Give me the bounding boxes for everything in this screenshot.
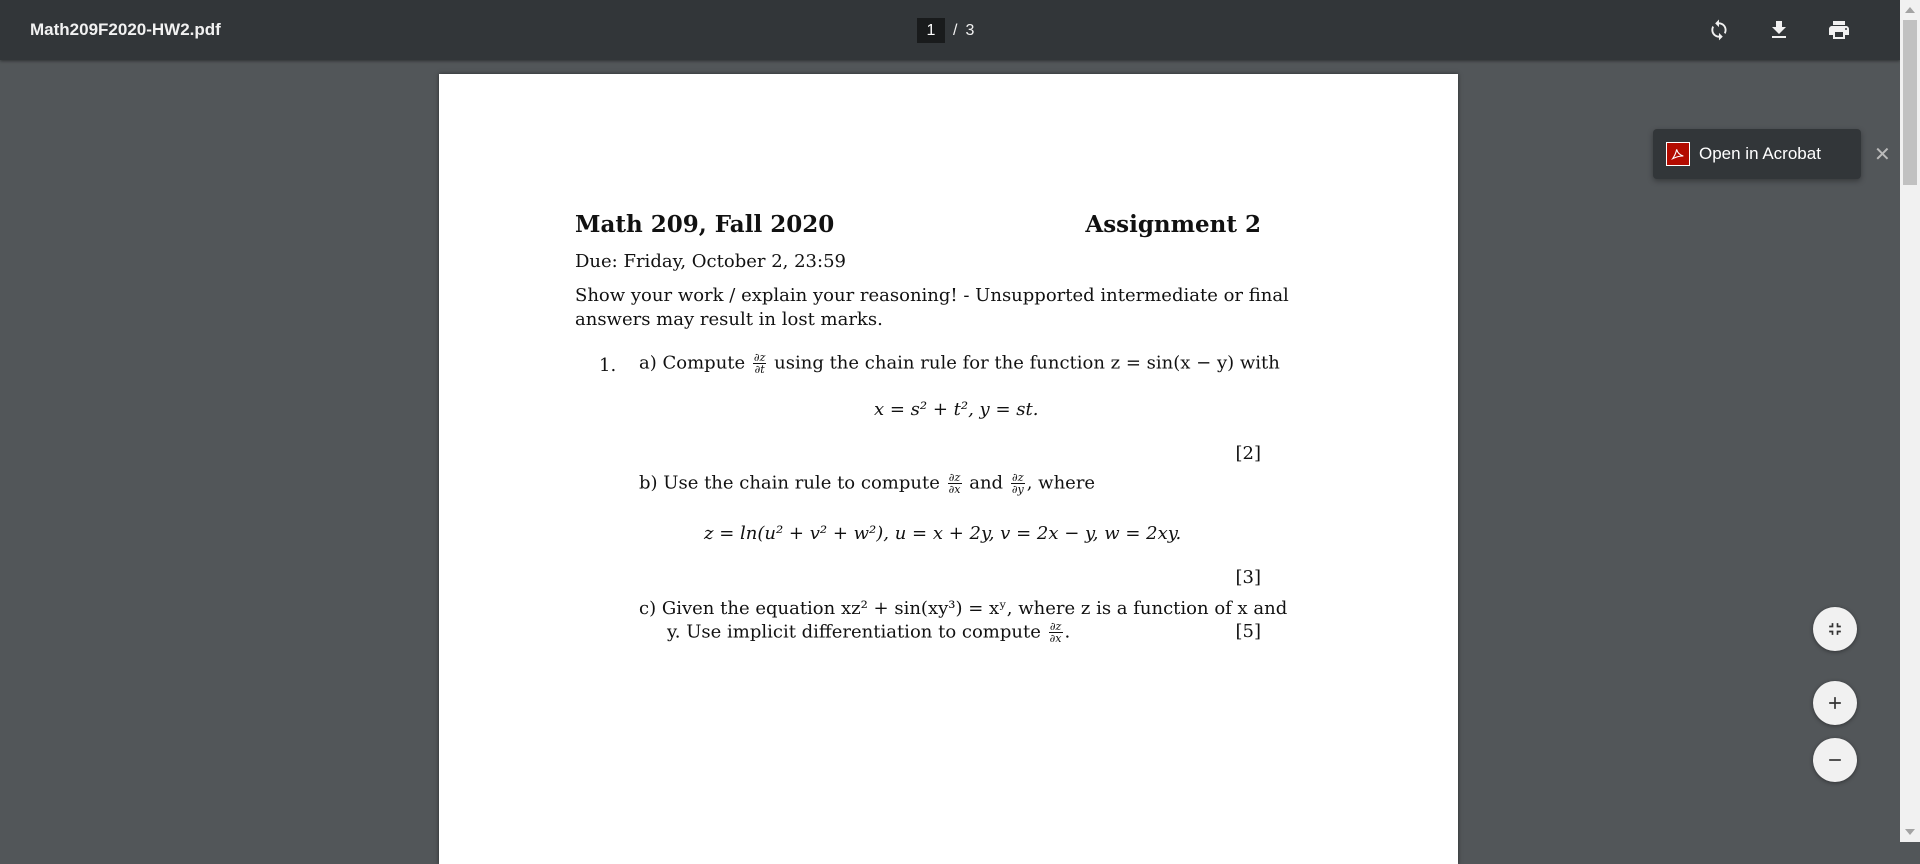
zoom-in-icon <box>1825 693 1845 713</box>
page-total: 3 <box>965 21 975 39</box>
print-button[interactable] <box>1823 14 1855 46</box>
partial-z-x-fraction-c: $\frac{\partial z}{\partial x}$ <box>1049 620 1062 645</box>
open-in-acrobat-banner[interactable] <box>1653 129 1891 179</box>
assignment-title: Assignment 2 <box>1085 211 1261 238</box>
question-1c-line-1-text: Given the equation xz² + sin(xy³) = xʸ, where z is a function of x and <box>661 598 1288 619</box>
question-1b-equation: z = ln(u² + v² + w²), u = x + 2y, v = 2x − y, w = 2xy. <box>704 523 1182 544</box>
partial-z-x-fraction: $\frac{\partial z}{\partial x}$ <box>948 471 961 496</box>
question-1b-marks: [3] <box>1235 567 1261 588</box>
pdf-toolbar <box>0 0 1900 60</box>
pdf-page <box>439 74 1458 864</box>
rotate-icon <box>1707 18 1731 42</box>
zoom-out-button[interactable] <box>1813 738 1857 782</box>
rotate-button[interactable] <box>1703 14 1735 46</box>
vertical-scrollbar[interactable] <box>1900 0 1920 842</box>
scroll-down-arrow-icon[interactable] <box>1905 829 1915 835</box>
print-icon <box>1827 18 1851 42</box>
question-1b-label: b) <box>639 472 658 494</box>
scroll-up-arrow-icon[interactable] <box>1905 7 1915 13</box>
scrollbar-thumb[interactable] <box>1903 20 1917 185</box>
question-1c-line-1 <box>639 598 1287 619</box>
page-selector <box>917 18 974 43</box>
acrobat-logo-icon <box>1670 146 1686 162</box>
document-title: Math209F2020-HW2.pdf <box>30 20 221 39</box>
question-number: 1. <box>599 355 617 376</box>
question-1a-equation: x = s² + t², y = st. <box>874 399 1039 420</box>
question-1c-label: c) <box>639 598 657 619</box>
question-1a-text-before: Compute <box>662 352 746 374</box>
question-1a-text-after: using the chain rule for the function z = sin(x − y) with <box>774 352 1280 374</box>
zoom-in-button[interactable] <box>1813 681 1857 725</box>
question-1a-marks: [2] <box>1235 443 1261 464</box>
question-1c-line-2 <box>667 621 1070 644</box>
question-1b-text-before: Use the chain rule to compute <box>663 472 940 494</box>
course-title: Math 209, Fall 2020 <box>575 211 835 238</box>
question-1c-line-2-text: y. Use implicit differentiation to compute <box>667 621 1041 643</box>
download-icon <box>1767 18 1791 42</box>
open-in-acrobat-label[interactable]: Open in Acrobat <box>1699 144 1821 163</box>
question-1a-text <box>639 351 1280 376</box>
question-1c-marks: [5] <box>1235 621 1261 642</box>
partial-z-t-fraction: $\frac{\partial z}{\partial t}$ <box>753 351 766 376</box>
download-button[interactable] <box>1763 14 1795 46</box>
partial-z-y-fraction: $\frac{\partial z}{\partial y}$ <box>1011 471 1024 496</box>
question-1a-label: a) <box>639 352 657 374</box>
acrobat-icon <box>1666 142 1690 166</box>
question-1c-line-2-end: . <box>1064 621 1071 643</box>
zoom-out-icon <box>1825 750 1845 770</box>
fit-page-icon <box>1825 619 1845 639</box>
instructions-line-2: answers may result in lost marks. <box>575 309 883 330</box>
fit-page-button[interactable] <box>1813 607 1857 651</box>
question-1b-text-after: , where <box>1026 472 1096 494</box>
instructions-line-1: Show your work / explain your reasoning! - Unsupported intermediate or final <box>575 285 1289 306</box>
page-number-input[interactable] <box>917 18 945 43</box>
question-1b-text-mid: and <box>969 472 1004 494</box>
question-1b-text <box>639 472 1095 495</box>
page-separator: / <box>953 21 958 39</box>
due-date: Due: Friday, October 2, 23:59 <box>575 251 846 272</box>
close-icon[interactable]: ✕ <box>1874 144 1891 166</box>
